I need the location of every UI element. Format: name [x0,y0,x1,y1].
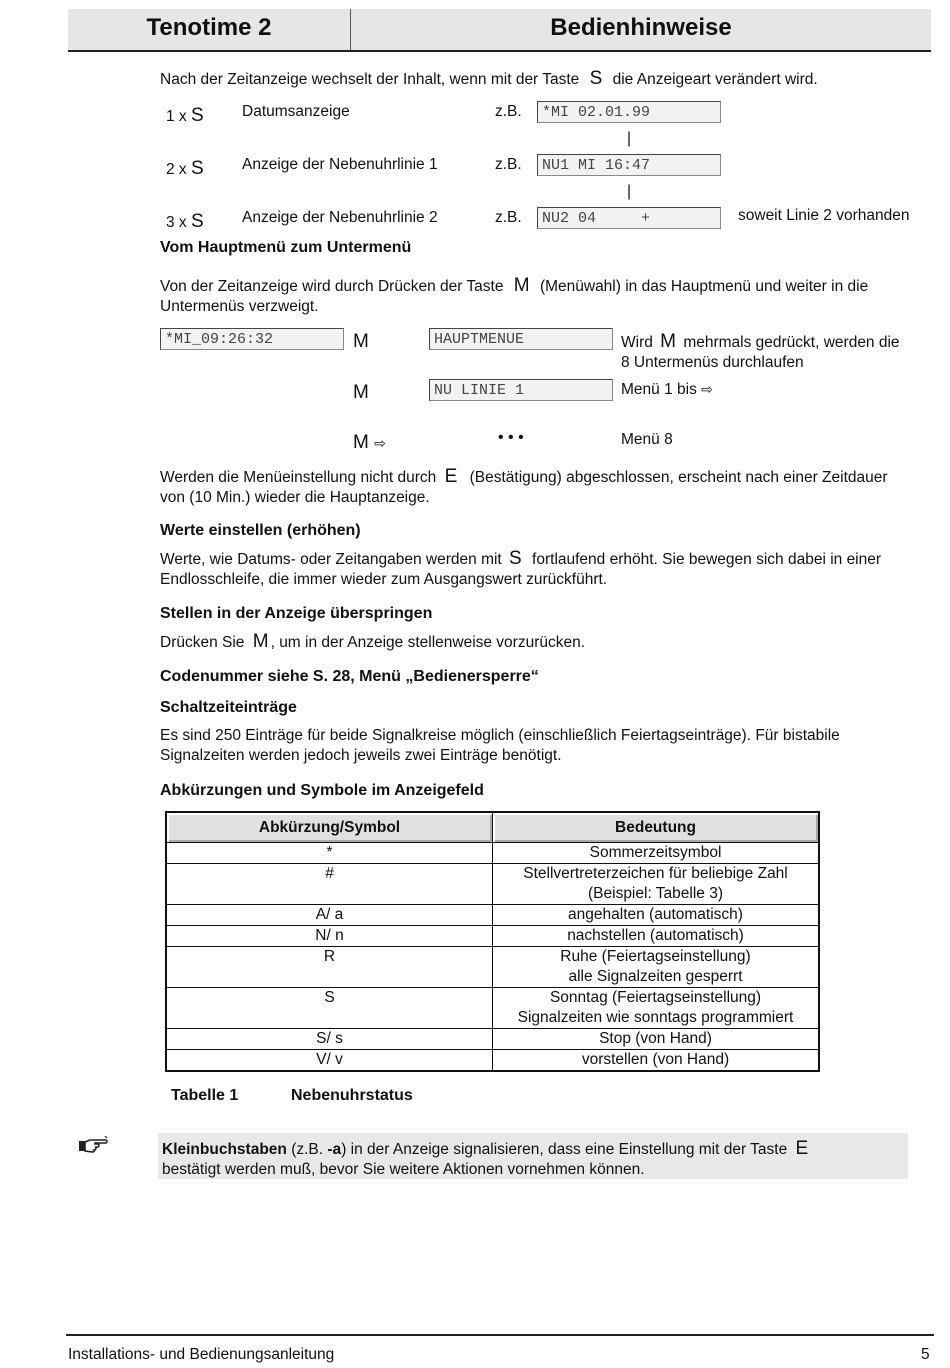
key-m: M ⇨ [353,432,386,453]
connector-line: | [627,130,632,147]
key-s: S [191,105,204,126]
table-row [166,864,819,905]
skip-text: Drücken Sie M , um in der Anzeige stellenweise vorzurücken. [160,631,586,652]
footer-title: Installations- und Bedienungsanleitung [68,1346,335,1363]
menu-side-note: Wird M mehrmals gedrückt, werden die 8 Untermenüs durchlaufen [621,331,900,371]
intro-text [160,69,818,90]
abbr-heading: Abkürzungen und Symbole im Anzeigefeld [160,782,484,799]
lcd-display: NU1 MI 16:47 [537,154,721,176]
key-s: S [589,68,603,89]
symbol-cell: A/ a [166,905,493,926]
lcd-sub-menu: NU LINIE 1 [429,379,613,401]
meaning-cell: Stop (von Hand) [493,1029,820,1050]
key-m: M [660,331,676,352]
abbreviation-table [165,811,820,1072]
table-row [166,905,819,926]
lcd-display: NU2 04 + [537,207,721,229]
symbol-cell: V/ v [166,1050,493,1072]
symbol-cell: # [166,864,493,905]
key-m: M [353,331,369,352]
lcd-time-display: *MI_09:26:32 [160,328,344,350]
meaning-cell: nachstellen (automatisch) [493,926,820,947]
intro-before: Nach der Zeitanzeige wechselt der Inhalt, wenn mit der Taste [160,71,580,88]
note-text: Kleinbuchstaben (z.B. -a) in der Anzeige signalisieren, dass eine Einstellung mit der Taste E bestätigt werden muß, bevor Sie weitere Aktionen vornehmen können. [162,1138,809,1178]
product-title: Tenotime 2 [68,9,351,50]
column-header: Bedeutung [493,812,820,843]
schedule-text: Es sind 250 Einträge für beide Signalkreise möglich (einschließlich Feiertagseinträge). Für bistabile Signalzeiten werden jedoch jeweils zwei Einträge benötigt. [160,727,840,764]
key-s: S [191,158,204,179]
column-header: Abkürzung/Symbol [166,812,493,843]
values-heading: Werte einstellen (erhöhen) [160,522,361,539]
table-row [166,1050,819,1072]
schedule-heading: Schaltzeiteinträge [160,699,297,716]
menu-text: Von der Zeitanzeige wird durch Drücken der Taste M (Menüwahl) in das Hauptmenü und weiter in die Untermenüs verzweigt. [160,275,869,315]
table-caption-text: Nebenuhrstatus [291,1087,413,1104]
table-row [166,1029,819,1050]
symbol-cell: N/ n [166,926,493,947]
skip-heading: Stellen in der Anzeige überspringen [160,605,433,622]
key-m: M [252,631,269,652]
arrow-right-icon: ⇨ [701,381,713,397]
mode-label: Datumsanzeige [242,103,350,120]
table-header-row [166,812,819,843]
mode-label: Anzeige der Nebenuhrlinie 2 [242,209,438,226]
key-s: S [191,211,204,232]
lcd-main-menu: HAUPTMENUE [429,328,613,350]
confirm-text: Werden die Menüeinstellung nicht durch E (Bestätigung) abgeschlossen, erscheint nach einer Zeitdauer von (10 Min.) wieder die Hauptanzeige. [160,466,888,506]
symbol-cell: S/ s [166,1029,493,1050]
key-s: S [509,548,522,569]
table-row [166,843,819,864]
lcd-display: *MI 02.01.99 [537,101,721,123]
table-row [166,926,819,947]
menu-heading: Vom Hauptmenü zum Untermenü [160,239,412,256]
meaning-cell: vorstellen (von Hand) [493,1050,820,1072]
table-caption-number: Tabelle 1 [171,1087,239,1104]
key-e: E [795,1138,809,1159]
menu-range-end: Menü 8 [621,431,673,448]
key-e: E [444,466,458,487]
section-title: Bedienhinweise [550,14,732,41]
meaning-cell: angehalten (automatisch) [493,905,820,926]
table-row [166,988,819,1029]
page-header [68,9,931,52]
meaning-cell: Sonntag (Feiertagseinstellung) Signalzeiten wie sonntags programmiert [493,988,820,1029]
example-label: z.B. [495,156,522,173]
ellipsis-dots: • • • [498,429,524,446]
meaning-cell: Ruhe (Feiertagseinstellung) alle Signalzeiten gesperrt [493,947,820,988]
intro-after: die Anzeigeart verändert wird. [612,71,818,88]
mode-count: 1 x S [166,105,204,126]
meaning-cell: Stellvertreterzeichen für beliebige Zahl (Beispiel: Tabelle 3) [493,864,820,905]
key-m: M [513,275,530,296]
key-m: M [353,382,369,403]
pointing-hand-icon [78,1136,110,1156]
mode-count: 3 x S [166,211,204,232]
meaning-cell: Sommerzeitsymbol [493,843,820,864]
table-row [166,947,819,988]
mode-count: 2 x S [166,158,204,179]
mode-label: Anzeige der Nebenuhrlinie 1 [242,156,438,173]
code-heading: Codenummer siehe S. 28, Menü „Bedienersperre“ [160,668,539,685]
example-label: z.B. [495,209,522,226]
symbol-cell: * [166,843,493,864]
footer-divider [66,1334,934,1336]
page-number: 5 [921,1346,930,1363]
values-text: Werte, wie Datums- oder Zeitangaben werden mit S fortlaufend erhöht. Sie bewegen sich dabei in einer Endlosschleife, die immer wieder zum Ausgangswert zurückführt. [160,548,882,588]
example-label: z.B. [495,103,522,120]
connector-line: | [627,183,632,200]
symbol-cell: R [166,947,493,988]
menu-range-start: Menü 1 bis ⇨ [621,381,713,398]
mode-note: soweit Linie 2 vorhanden [738,207,910,224]
symbol-cell: S [166,988,493,1029]
arrow-right-icon: ⇨ [374,435,386,451]
